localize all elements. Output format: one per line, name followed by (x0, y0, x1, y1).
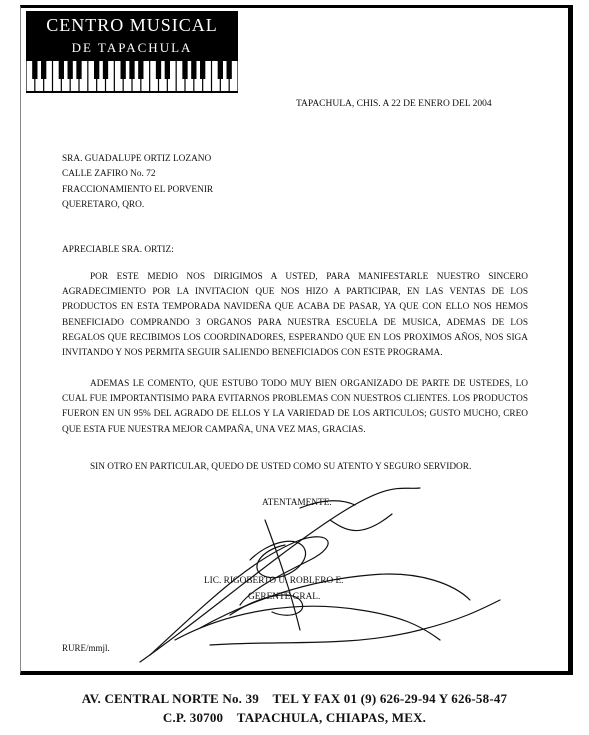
recipient-line: SRA. GUADALUPE ORTIZ LOZANO (62, 154, 212, 164)
signer-name: LIC. RIGOBERTO U. ROBLERO E. (204, 576, 344, 586)
logo-line-1: CENTRO MUSICAL (46, 15, 218, 35)
footer-city-line: C.P. 30700 TAPACHULA, CHIAPAS, MEX. (162, 710, 427, 725)
recipient-line: FRACCIONAMIENTO EL PORVENIR (62, 184, 214, 195)
body-paragraph: POR ESTE MEDIO NOS DIRIGIMOS A USTED, PARA MANIFESTARLE NUESTRO SINCERO AGRADECIMIENTO POR LA INVITACION QUE NOS HIZO A PARTICIPAR, EN LAS VENTAS DE LOS PRODUCTOS EN ESTA TEMPORADA NAVIDEÑA QUE ACABA DE PASAR, YA QUE CON ELLO NOS HEMOS BENEFICIADO COMPRANDO 3 ORGANOS PARA NUESTRA ESCUELA DE MUSICA, ADEMAS DE LOS REGALOS QUE RECIBIMOS LOS COORDINADORES, ESPERANDO QUE EN LOS PROXIMOS AÑOS, NOS SIGA INVITANDO Y NOS PERMITA SEGUIR SALIENDO BENEFICIADOS CON ESTE PROGRAMA. (62, 272, 528, 359)
valediction: ATENTAMENTE. (262, 498, 332, 508)
recipient-line: QUERETARO, QRO. (62, 199, 145, 210)
recipient-line: CALLE ZAFIRO No. 72 (62, 169, 156, 180)
logo-line-2: DE TAPACHULA (71, 40, 193, 55)
salutation: APRECIABLE SRA. ORTIZ: (62, 245, 174, 255)
signer-title: GERENTE GRAL. (248, 592, 321, 602)
footer-address-line: AV. CENTRAL NORTE No. 39 TEL Y FAX 01 (9) 626-29-94 Y 626-58-47 (81, 691, 508, 706)
reference-initials: RURE/mmjl. (62, 643, 110, 653)
body-paragraph: ADEMAS LE COMENTO, QUE ESTUBO TODO MUY BIEN ORGANIZADO DE PARTE DE USTEDES, LO CUAL FUE IMPORTANTISIMO PARA EVITARNOS PROBLEMAS CON NUESTROS CLIENTES. LOS PRODUCTOS FUERON EN UN 95% DEL AGRADO DE ELLOS Y LA VARIEDAD DE LOS ARTICULOS; GUSTO MUCHO, CREO QUE ESTA FUE NUESTRA MEJOR CAMPAÑA, UNA VEZ MAS, GRACIAS. (62, 379, 528, 435)
body-paragraph: SIN OTRO EN PARTICULAR, QUEDO DE USTED COMO SU ATENTO Y SEGURO SERVIDOR. (90, 462, 472, 472)
letter-date: TAPACHULA, CHIS. A 22 DE ENERO DEL 2004 (296, 99, 492, 109)
